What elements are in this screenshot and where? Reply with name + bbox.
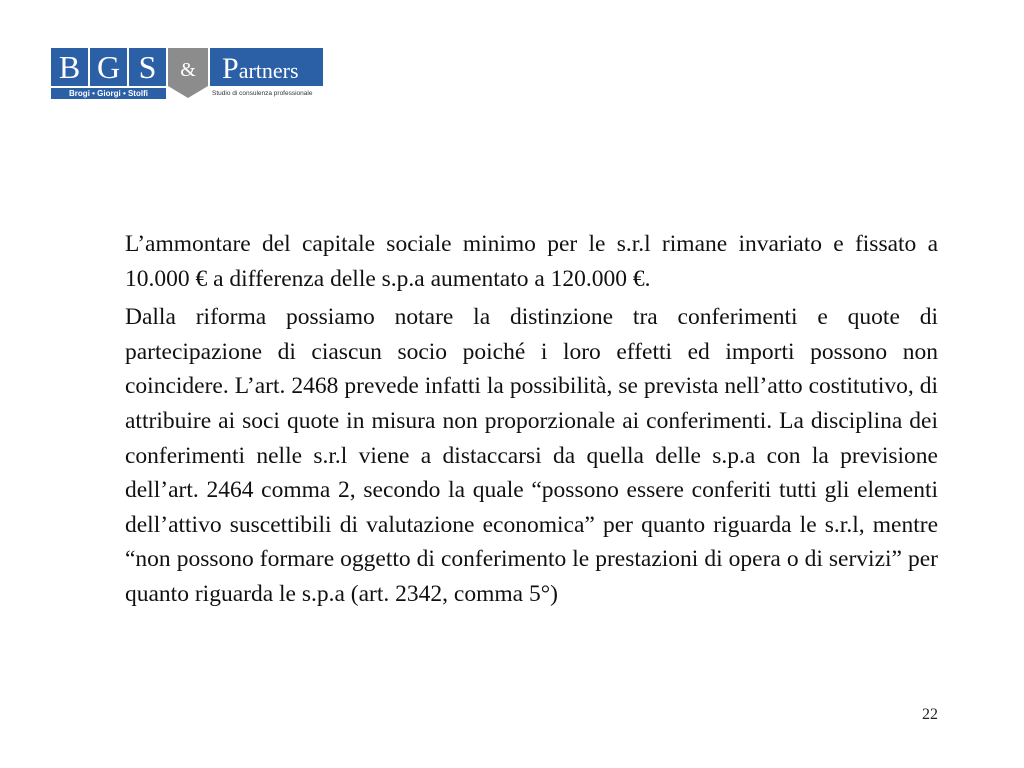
logo-ampersand: & <box>168 48 208 86</box>
logo-letter-s: S <box>129 48 166 86</box>
logo-letter-b: B <box>51 48 88 86</box>
logo-names: Brogi • Giorgi • Stolfi <box>51 88 166 99</box>
bgs-partners-logo <box>51 48 323 100</box>
logo-ampersand-arrow-icon <box>168 86 208 98</box>
page-number: 22 <box>922 706 938 723</box>
logo-partners-initial: P <box>222 52 239 85</box>
logo-letter-g: G <box>90 48 127 86</box>
logo-tagline: Studio di consulenza professionale <box>212 90 313 97</box>
logo-partners <box>210 48 323 86</box>
slide-body <box>125 227 938 616</box>
logo-partners-rest: artners <box>238 58 299 83</box>
paragraph-riforma: Dalla riforma possiamo notare la distinzione tra conferimenti e quote di partecipazione di ciascun socio poiché i loro effetti ed importi possono non coincidere. L’art. 2468 prevede infatti la possibilità, se prevista nell’atto costitutivo, di attribuire ai soci quote in misura non proporzionale ai conferimenti. La disciplina dei conferimenti nelle s.r.l viene a distaccarsi da quella delle s.p.a con la previsione dell’art. 2464 comma 2, secondo la quale “possono essere conferiti tutti gli elementi dell’attivo suscettibili di valutazione economica” per quanto riguarda le s.r.l, mentre “non possono formare oggetto di conferimento le prestazioni di opera o di servizi” per quanto riguarda le s.p.a (art. 2342, comma 5°) <box>125 304 938 607</box>
paragraph-capitale: L’ammontare del capitale sociale minimo per le s.r.l rimane invariato e fissato a 10.000 € a differenza delle s.p.a aumentato a 120.000 €. <box>125 231 938 292</box>
